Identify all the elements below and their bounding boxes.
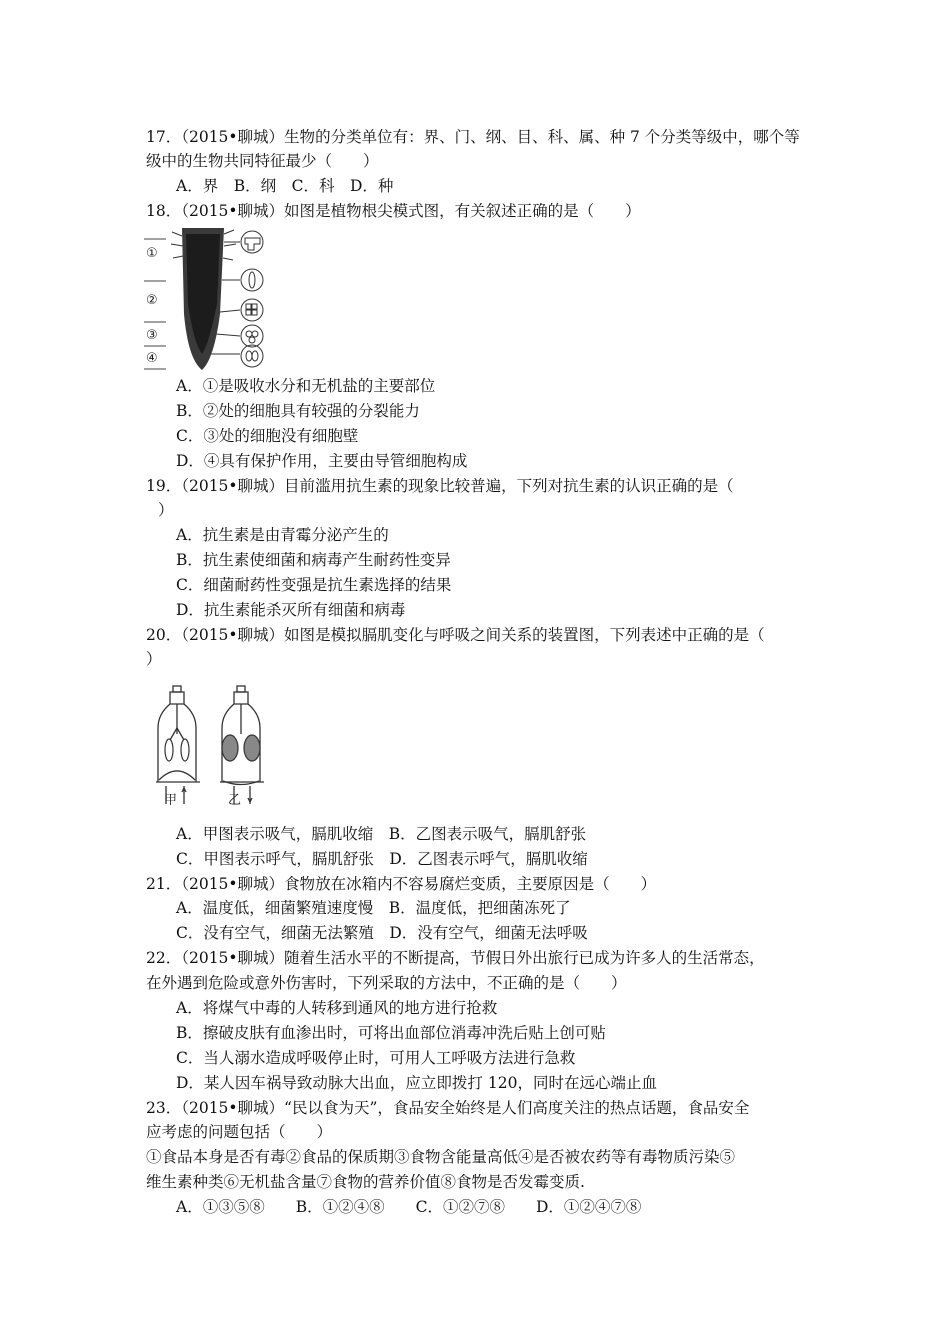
question-17-line-1: 17．（2015•聊城）生物的分类单位有：界、门、纲、目、科、属、种 7 个分类等级中，哪个等 bbox=[146, 128, 800, 146]
question-18-option-d: D．④具有保护作用，主要由导管细胞构成 bbox=[176, 452, 468, 470]
question-20-options-ab: A．甲图表示吸气，膈肌收缩 B．乙图表示吸气，膈肌舒张 bbox=[176, 825, 587, 843]
question-18-option-a: A．①是吸收水分和无机盐的主要部位 bbox=[176, 377, 436, 395]
question-19-option-a: A．抗生素是由青霉分泌产生的 bbox=[176, 526, 389, 544]
question-22-line-2: 在外遇到危险或意外伤害时，下列采取的方法中，不正确的是（ ） bbox=[146, 974, 627, 992]
diaphragm-label-jia: 甲 bbox=[164, 793, 178, 808]
question-23-options: A．①③⑤⑧ B．①②④⑧ C．①②⑦⑧ D．①②④⑦⑧ bbox=[176, 1198, 642, 1216]
question-19-option-d: D．抗生素能杀灭所有细菌和病毒 bbox=[176, 601, 406, 619]
question-23-line-1: 23．（2015•聊城）“民以食为天”，食品安全始终是人们高度关注的热点话题，食品安全 bbox=[146, 1099, 750, 1117]
question-17-line-2: 级中的生物共同特征最少（ ） bbox=[146, 152, 379, 170]
question-22-option-d: D．某人因车祸导致动脉大出血，应立即拨打 120，同时在远心端止血 bbox=[176, 1074, 657, 1092]
question-19-option-c: C．细菌耐药性变强是抗生素选择的结果 bbox=[176, 576, 452, 594]
root-label-4: ④ bbox=[146, 351, 158, 366]
question-17-options: A．界 B．纲 C．科 D．种 bbox=[176, 177, 394, 195]
root-label-3: ③ bbox=[146, 328, 158, 343]
question-22-option-a: A．将煤气中毒的人转移到通风的地方进行抢救 bbox=[176, 999, 498, 1017]
root-label-2: ② bbox=[146, 293, 158, 308]
question-21-options-cd: C．没有空气，细菌无法繁殖 D．没有空气，细菌无法呼吸 bbox=[176, 924, 588, 942]
question-18-option-c: C．③处的细胞没有细胞壁 bbox=[176, 427, 359, 445]
question-23-line-4: 维生素种类⑥无机盐含量⑦食物的营养价值⑧食物是否发霉变质. bbox=[146, 1173, 585, 1191]
diaphragm-label-yi: 乙 bbox=[228, 793, 242, 808]
diaphragm-model-figure bbox=[156, 684, 284, 812]
question-20-line-1: 20．（2015•聊城）如图是模拟膈肌变化与呼吸之间关系的装置图，下列表述中正确的是（ bbox=[146, 626, 765, 644]
question-20-line-2: ） bbox=[146, 650, 162, 668]
question-18-line-1: 18．（2015•聊城）如图是植物根尖模式图，有关叙述正确的是（ ） bbox=[146, 202, 641, 220]
question-22-line-1: 22．（2015•聊城）随着生活水平的不断提高，节假日外出旅行已成为许多人的生活常态， bbox=[146, 949, 765, 967]
question-23-line-2: 应考虑的问题包括（ ） bbox=[146, 1123, 333, 1141]
root-tip-figure bbox=[144, 224, 276, 372]
question-20-options-cd: C．甲图表示呼气，膈肌舒张 D．乙图表示呼气，膈肌收缩 bbox=[176, 850, 588, 868]
question-22-option-c: C．当人溺水造成呼吸停止时，可用人工呼吸方法进行急救 bbox=[176, 1049, 576, 1067]
question-23-line-3: ①食品本身是否有毒②食品的保质期③食物含能量高低④是否被农药等有毒物质污染⑤ bbox=[146, 1148, 736, 1166]
question-19-line-1: 19．（2015•聊城）目前滥用抗生素的现象比较普遍，下列对抗生素的认识正确的是（ bbox=[146, 477, 734, 495]
question-21-line-1: 21．（2015•聊城）食物放在冰箱内不容易腐烂变质，主要原因是（ ） bbox=[146, 875, 657, 893]
question-22-option-b: B．擦破皮肤有血渗出时，可将出血部位消毒冲洗后贴上创可贴 bbox=[176, 1024, 606, 1042]
question-21-options-ab: A．温度低，细菌繁殖速度慢 B．温度低，把细菌冻死了 bbox=[176, 899, 571, 917]
question-19-option-b: B．抗生素使细菌和病毒产生耐药性变异 bbox=[176, 551, 451, 569]
root-label-1: ① bbox=[146, 246, 158, 261]
question-19-line-2: ） bbox=[158, 501, 174, 519]
question-18-option-b: B．②处的细胞具有较强的分裂能力 bbox=[176, 402, 420, 420]
